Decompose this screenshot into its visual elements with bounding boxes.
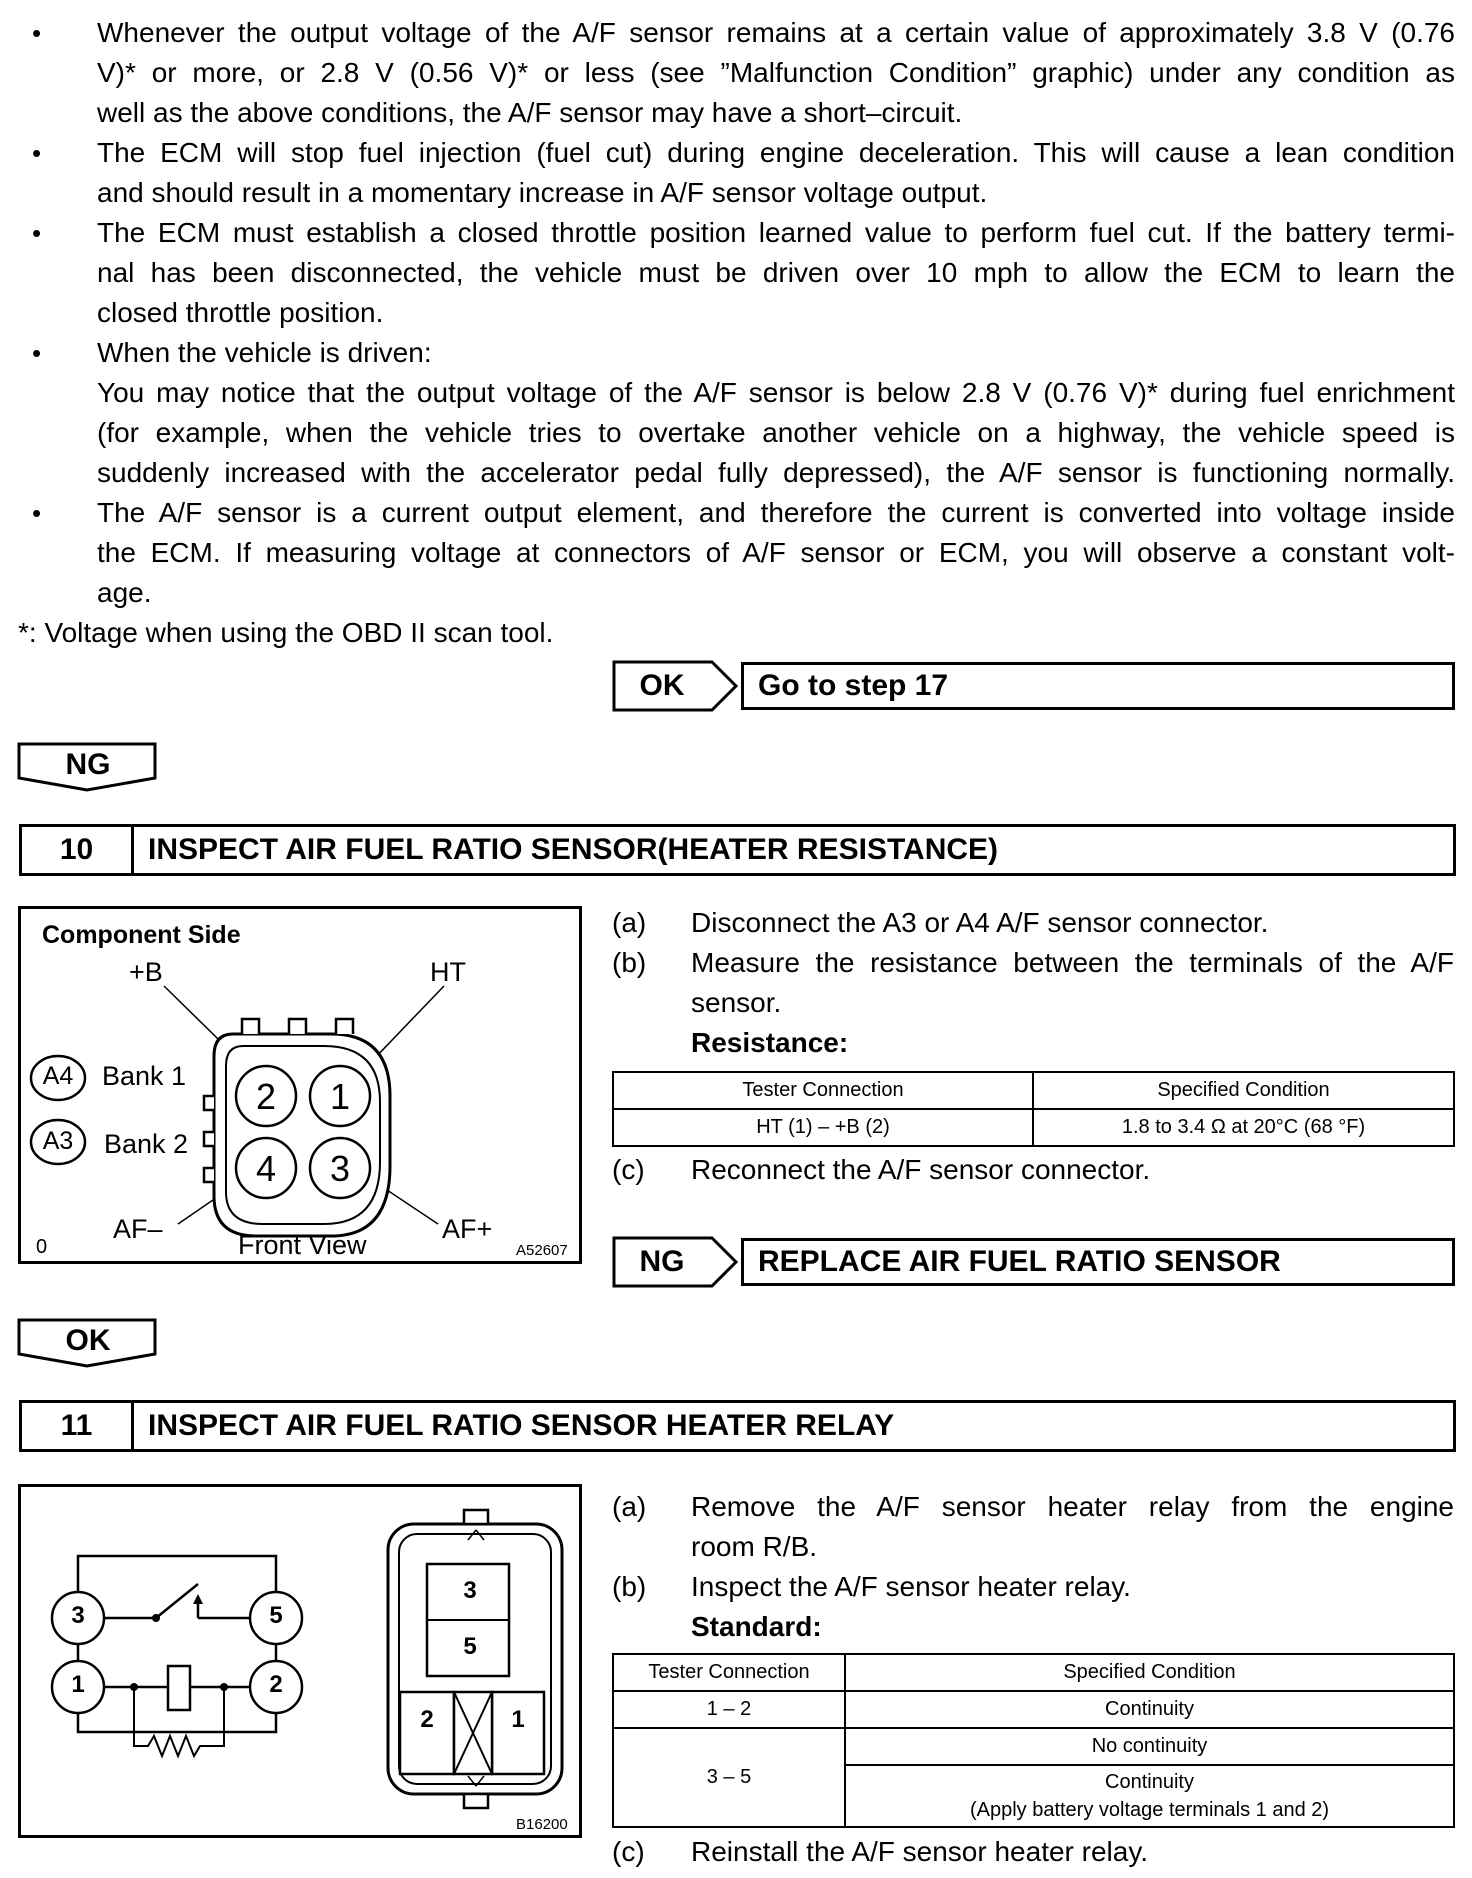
- bullet-dot: •: [32, 218, 42, 248]
- step11-a-text-2: room R/B.: [691, 1531, 818, 1562]
- table-cell: 3 – 5: [613, 1728, 845, 1827]
- relay-pin-2-label: 2: [420, 1706, 434, 1733]
- bullet-5: [97, 493, 1455, 613]
- ok-tag-label: OK: [639, 669, 685, 702]
- table-row: [613, 1109, 1454, 1146]
- bullet-dot: •: [32, 18, 42, 48]
- table-header-row: [613, 1072, 1454, 1109]
- table-row: [613, 1728, 1454, 1765]
- bullet-line: (for example, when the vehicle tries to overtake another vehicle on a highway, the vehicle speed is: [97, 417, 1455, 448]
- table-header: Tester Connection: [613, 1654, 845, 1691]
- bullet-line: V)* or more, or 2.8 V (0.56 V)* or less (see ”Malfunction Condition” graphic) under any condition as: [97, 57, 1455, 88]
- step11-a-text-1: Remove the A/F sensor heater relay from the engine: [691, 1491, 1454, 1522]
- ng-tag-label: NG: [639, 1245, 685, 1278]
- bullet-2: [97, 133, 1455, 213]
- step11-c-text: Reinstall the A/F sensor heater relay.: [691, 1836, 1149, 1867]
- af-minus-label: AF–: [113, 1214, 163, 1244]
- pin-2-label: 2: [255, 1076, 277, 1117]
- table-header: Specified Condition: [1033, 1072, 1454, 1109]
- af-plus-label: AF+: [442, 1214, 493, 1244]
- relay-spec-table: [612, 1653, 1455, 1828]
- step10-b-label: (b): [612, 947, 647, 978]
- table-cell: Continuity: [845, 1691, 1454, 1728]
- step10-c-text: Reconnect the A/F sensor connector.: [691, 1154, 1151, 1185]
- step-11-number: 11: [22, 1403, 134, 1449]
- heater-relay-figure: [18, 1484, 582, 1838]
- step10-b-text-2: sensor.: [691, 987, 782, 1018]
- table-cell-note: (Apply battery voltage terminals 1 and 2): [969, 1799, 1330, 1821]
- table-cell: No continuity: [845, 1728, 1454, 1765]
- step-11-header: [19, 1400, 1456, 1452]
- table-cell: [845, 1765, 1454, 1827]
- table-cell: 1.8 to 3.4 Ω at 20°C (68 °F): [1033, 1109, 1454, 1146]
- table-header: Specified Condition: [845, 1654, 1454, 1691]
- bullet-line: closed throttle position.: [97, 297, 384, 328]
- figure-code-a52607: A52607: [516, 1242, 568, 1259]
- table-cell: HT (1) – +B (2): [613, 1109, 1033, 1146]
- terminal-3-label: 3: [71, 1602, 85, 1629]
- step10-a-label: (a): [612, 907, 647, 938]
- bullet-3: [97, 213, 1455, 333]
- table-cell: 1 – 2: [613, 1691, 845, 1728]
- resistance-spec-table: [612, 1071, 1455, 1147]
- step-10-title: INSPECT AIR FUEL RATIO SENSOR(HEATER RESISTANCE): [148, 833, 999, 866]
- bullet-line: age.: [97, 577, 152, 608]
- table-header-row: [613, 1654, 1454, 1691]
- figure-zero-label: 0: [36, 1236, 48, 1258]
- bullet-line: The ECM must establish a closed throttle position learned value to perform fuel cut. If the battery termi-: [97, 217, 1455, 248]
- ng-action-label: REPLACE AIR FUEL RATIO SENSOR: [758, 1245, 1281, 1278]
- bank2-label: Bank 2: [104, 1129, 189, 1159]
- a4-label: A4: [42, 1062, 74, 1090]
- bullet-line: suddenly increased with the accelerator pedal fully depressed), the A/F sensor is functioning normally.: [97, 457, 1455, 488]
- bullet-line: the ECM. If measuring voltage at connectors of A/F sensor or ECM, you will observe a constant volt-: [97, 537, 1455, 568]
- bullet-line: The A/F sensor is a current output element, and therefore the current is converted into voltage inside: [97, 497, 1455, 528]
- bullet-line: and should result in a momentary increase in A/F sensor voltage output.: [97, 177, 988, 208]
- ng-action-box: [741, 1238, 1455, 1286]
- step11-a-label: (a): [612, 1491, 647, 1522]
- bullet-line: The ECM will stop fuel injection (fuel cut) during engine deceleration. This will cause a lean condition: [97, 137, 1455, 168]
- table-row: [613, 1691, 1454, 1728]
- figure-code-b16200: B16200: [516, 1816, 568, 1833]
- bullet-line: well as the above conditions, the A/F sensor may have a short–circuit.: [97, 97, 963, 128]
- bullet-1: [97, 13, 1455, 133]
- terminal-1-label: 1: [71, 1671, 85, 1698]
- step10-a-text: Disconnect the A3 or A4 A/F sensor connector.: [691, 907, 1269, 938]
- bank1-label: Bank 1: [102, 1061, 187, 1091]
- front-view-label: Front View: [238, 1230, 367, 1260]
- step-10-number: 10: [22, 827, 134, 873]
- resistance-label: Resistance:: [691, 1027, 849, 1058]
- bullet-dot: •: [32, 138, 42, 168]
- relay-pin-1-label: 1: [511, 1706, 525, 1733]
- bullet-line: Whenever the output voltage of the A/F sensor remains at a certain value of approximately 3.8 V (0.76: [97, 17, 1455, 48]
- ng-flow-label: NG: [65, 748, 111, 781]
- step10-c-label: (c): [612, 1154, 645, 1185]
- step10-b-text-1: Measure the resistance between the terminals of the A/F: [691, 947, 1454, 978]
- relay-pin-3-label: 3: [463, 1577, 477, 1604]
- step11-b-label: (b): [612, 1571, 647, 1602]
- bullet-4: [97, 333, 1455, 493]
- ok-flow-label: OK: [65, 1324, 111, 1357]
- bullet-line: You may notice that the output voltage of the A/F sensor is below 2.8 V (0.76 V)* during fuel enrichment: [97, 377, 1455, 408]
- step-10-header: [19, 824, 1456, 876]
- relay-pin-5-label: 5: [463, 1633, 477, 1660]
- table-header: Tester Connection: [613, 1072, 1033, 1109]
- pin-1-label: 1: [329, 1076, 351, 1117]
- pin-3-label: 3: [329, 1148, 351, 1189]
- plus-b-label: +B: [129, 957, 163, 987]
- terminal-2-label: 2: [269, 1671, 283, 1698]
- terminal-5-label: 5: [269, 1602, 283, 1629]
- ht-label: HT: [430, 957, 466, 987]
- bullet-line: nal has been disconnected, the vehicle must be driven over 10 mph to allow the ECM to learn the: [97, 257, 1455, 288]
- step11-b-text: Inspect the A/F sensor heater relay.: [691, 1571, 1131, 1602]
- step-11-title: INSPECT AIR FUEL RATIO SENSOR HEATER RELAY: [148, 1409, 895, 1442]
- ok-action-label: Go to step 17: [758, 669, 949, 702]
- a3-label: A3: [42, 1127, 74, 1155]
- ok-action-box: [741, 662, 1455, 710]
- table-cell-line: Continuity: [1105, 1771, 1194, 1793]
- footnote: *: Voltage when using the OBD II scan tool.: [18, 617, 554, 648]
- step11-c-label: (c): [612, 1836, 645, 1867]
- component-side-heading: Component Side: [42, 921, 241, 949]
- pin-4-label: 4: [255, 1148, 277, 1189]
- bullet-dot: •: [32, 338, 42, 368]
- standard-label: Standard:: [691, 1611, 822, 1642]
- bullet-line: When the vehicle is driven:: [97, 337, 432, 368]
- bullet-dot: •: [32, 498, 42, 528]
